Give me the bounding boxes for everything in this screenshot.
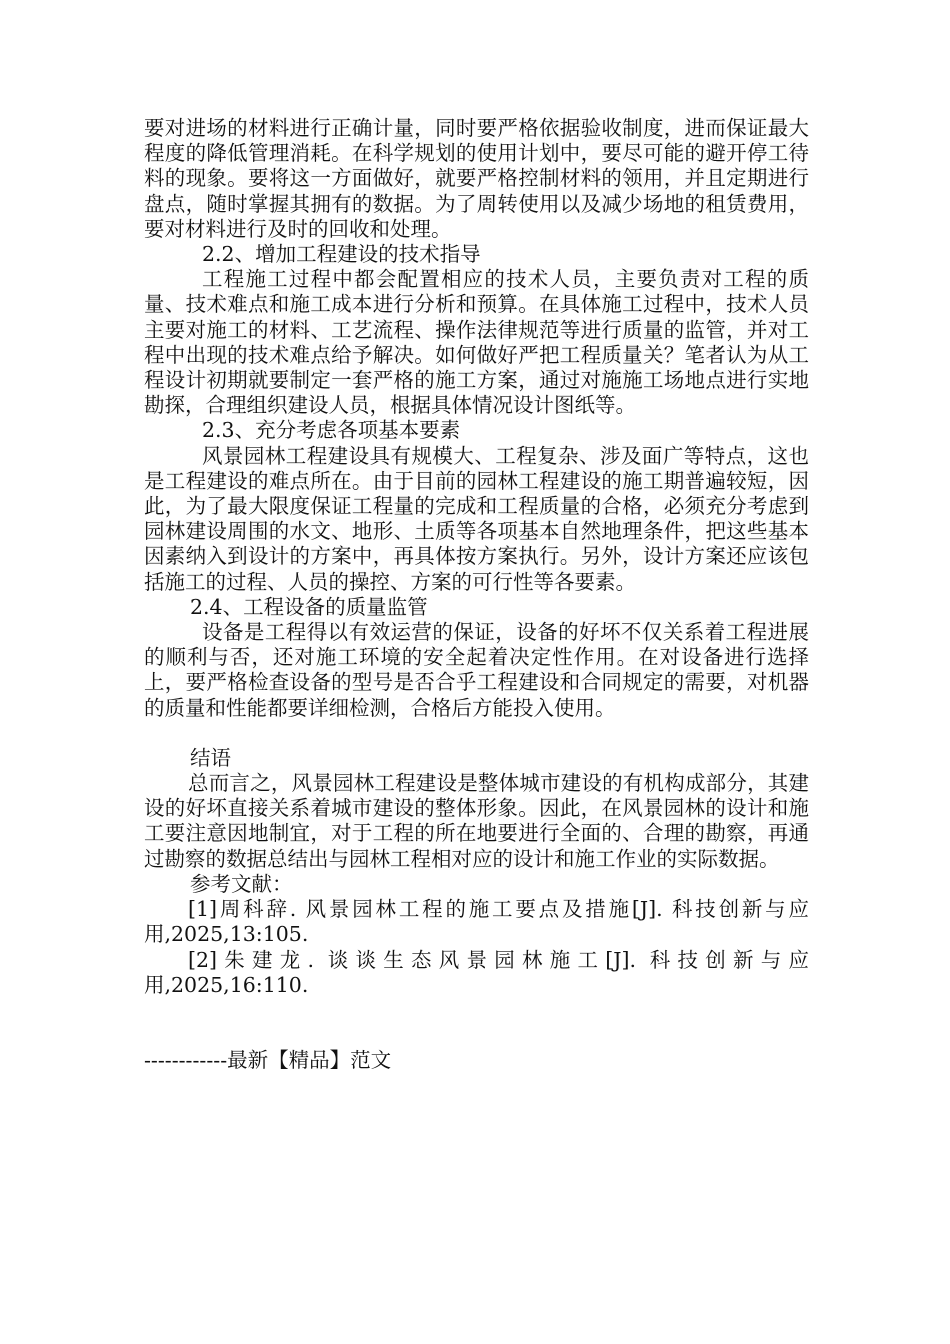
spacer: [144, 721, 809, 746]
reference-2: [2]朱建龙. 谈谈生态风景园林施工[J]. 科技创新与应用,2025,16:110.: [144, 947, 809, 997]
heading-2-3: 2.3、充分考虑各项基本要素: [202, 418, 461, 443]
reference-1: [1]周科辞. 风景园林工程的施工要点及措施[J]. 科技创新与应用,2025,13:105.: [144, 897, 809, 947]
footer-banner: ------------最新【精品】范文: [144, 1047, 392, 1072]
references-heading: 参考文献：: [190, 871, 293, 896]
paragraph-technical-guidance: 工程施工过程中都会配置相应的技术人员，主要负责对工程的质量、技术难点和施工成本进行分析和预算。在具体施工过程中，技术人员主要对施工的材料、工艺流程、操作法律规范等进行质量的监管，并对工程中出现的技术难点给予解决。如何做好严把工程质量关？笔者认为从工程设计初期就要制定一套严格的施工方案，通过对施施工场地点进行实地勘探，合理组织建设人员，根据具体情况设计图纸等。: [144, 267, 809, 418]
spacer: [144, 998, 809, 1048]
paragraph-conclusion: 总而言之，风景园林工程建设是整体城市建设的有机构成部分，其建设的好坏直接关系着城市建设的整体形象。因此，在风景园林的设计和施工要注意因地制宜，对于工程的所在地要进行全面的、合理的勘察，再通过勘察的数据总结出与园林工程相对应的设计和施工作业的实际数据。: [144, 771, 809, 871]
heading-2-4: 2.4、工程设备的质量监管: [190, 594, 428, 619]
heading-2-2: 2.2、增加工程建设的技术指导: [202, 242, 481, 267]
paragraph-materials: 要对进场的材料进行正确计量，同时要严格依据验收制度，进而保证最大程度的降低管理消耗。在科学规划的使用计划中，要尽可能的避开停工待料的现象。要将这一方面做好，就要严格控制材料的领用，并且定期进行盘点，随时掌握其拥有的数据。为了周转使用以及减少场地的租赁费用，要对材料进行及时的回收和处理。: [144, 116, 809, 241]
paragraph-equipment: 设备是工程得以有效运营的保证，设备的好坏不仅关系着工程进展的顺利与否，还对施工环境的安全起着决定性作用。在对设备进行选择上，要严格检查设备的型号是否合乎工程建设和合同规定的需要，对机器的质量和性能都要详细检测，合格后方能投入使用。: [144, 620, 809, 720]
paragraph-basic-elements: 风景园林工程建设具有规模大、工程复杂、涉及面广等特点，这也是工程建设的难点所在。由于目前的园林工程建设的施工期普遍较短，因此，为了最大限度保证工程量的完成和工程质量的合格，必须充分考虑到园林建设周围的水文、地形、土质等各项基本自然地理条件，把这些基本因素纳入到设计的方案中，再具体按方案执行。另外，设计方案还应该包括施工的过程、人员的操控、方案的可行性等各要素。: [144, 443, 809, 594]
document-page: [144, 116, 809, 1073]
conclusion-heading: 结语: [190, 745, 231, 770]
